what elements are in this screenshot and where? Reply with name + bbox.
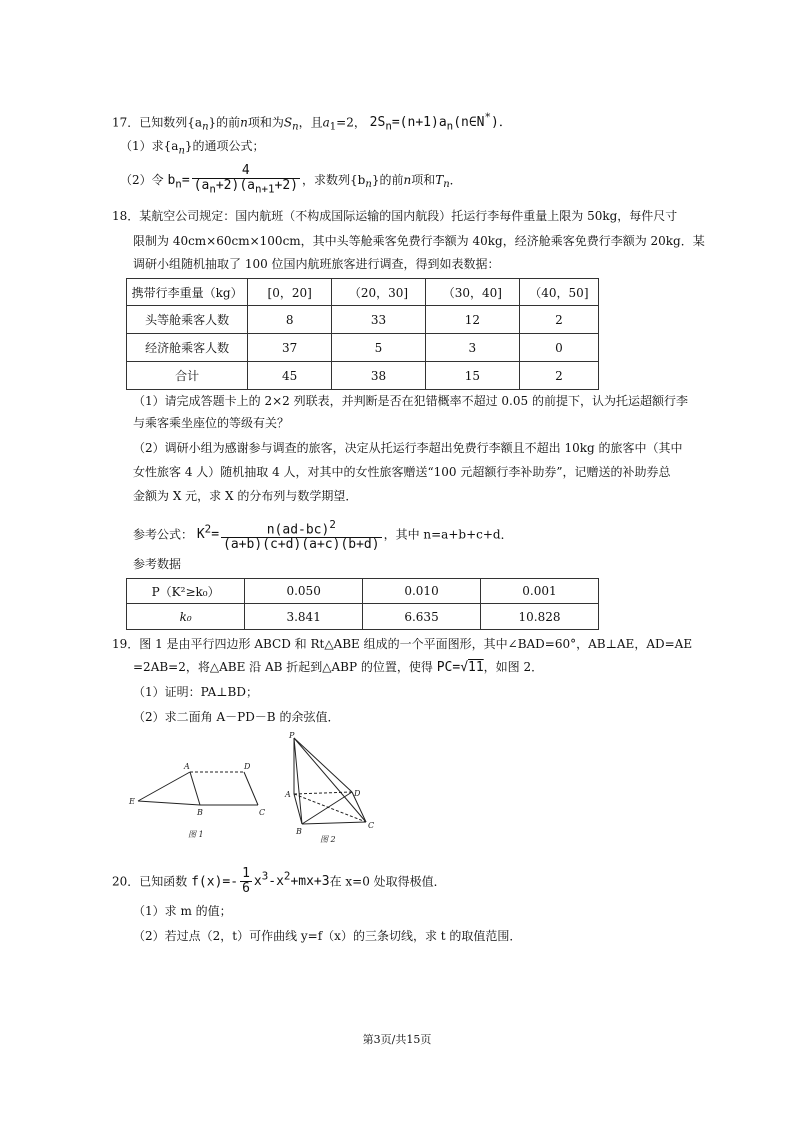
q20-fraction: $\frac{1}{6}$ bbox=[242, 866, 250, 897]
chi-square-fraction: $\frac{n(ad-bc)^2}{(a+b)(c+d)(a+c)(b+d)}$ bbox=[223, 517, 380, 552]
q18-part1a: （1）请完成答题卡上的 2×2 列联表，并判断是否在犯错概率不超过 0.05 的前提下，认为托运超额行李 bbox=[133, 394, 688, 408]
q17-part1: （1）求$\{a_n\}$的通项公式； bbox=[120, 139, 265, 157]
table-cell: 6.635 bbox=[363, 604, 481, 630]
label-C: C bbox=[259, 808, 266, 817]
segment-DC bbox=[244, 772, 258, 805]
q17-stem: 17．已知数列$\{a_n\}$的前n项和为$S_n$，且$a_1=2$， $2S_n=(n+1)a_n(n\in N^*)$． bbox=[112, 111, 512, 133]
q19-part1: （1）证明：PA⊥BD； bbox=[133, 685, 258, 699]
table-cell: 头等舱乘客人数 bbox=[127, 306, 248, 334]
table-row bbox=[127, 306, 599, 334]
table-cell: 5 bbox=[332, 334, 426, 362]
table-cell: （30，40] bbox=[425, 279, 519, 306]
figure-2 bbox=[282, 730, 382, 848]
q19-line1: 19．图 1 是由平行四边形 ABCD 和 Rt△ABE 组成的一个平面图形，其中∠BAD=60°，AB⊥AE，AD=AE bbox=[112, 637, 693, 651]
table-row bbox=[127, 579, 599, 604]
label-P: P bbox=[289, 731, 295, 740]
figure-2-caption: 图 2 bbox=[320, 835, 336, 844]
q18-line1: 18．某航空公司规定：国内航班（不构成国际运输的国内航段）托运行李每件重量上限为 50kg，每件尺寸 bbox=[112, 209, 678, 223]
table-header-row bbox=[127, 279, 599, 306]
table-cell: 2 bbox=[519, 306, 598, 334]
table-cell: 3 bbox=[425, 334, 519, 362]
table-cell: 经济舱乘客人数 bbox=[127, 334, 248, 362]
table-cell: 合计 bbox=[127, 362, 248, 390]
table-cell: 0.050 bbox=[245, 579, 363, 604]
segment-PC bbox=[294, 738, 366, 822]
table-cell: 12 bbox=[425, 306, 519, 334]
label-E: E bbox=[129, 797, 135, 806]
q18-reference-formula: 参考公式： $K^2=$ $\frac{n(ad-bc)^2}{(a+b)(c+d)(a+c)(b+d)}$ ，其中 n=a+b+c+d． bbox=[133, 517, 513, 552]
label-A: A bbox=[184, 762, 190, 771]
q18-part2a: （2）调研小组为感谢参与调查的旅客，决定从托运行李超出免费行李额且不超出 10kg 的旅客中（其中 bbox=[133, 441, 683, 455]
q18-line2: 限制为 40cm×60cm×100cm，其中头等舱乘客免费行李额为 40kg，经济舱乘客免费行李额为 20kg．某 bbox=[133, 234, 705, 248]
table-cell: 33 bbox=[332, 306, 426, 334]
table-cell: 0.001 bbox=[480, 579, 598, 604]
table-cell: （20，30] bbox=[332, 279, 426, 306]
label-D: D bbox=[354, 789, 361, 798]
segment-BC bbox=[302, 822, 366, 824]
q17-part2: （2）令 $b_n=$ $\frac{4}{(a_n+2)(a_{n+1}+2)}$ ，求数列$\{b_n\}$的前n项和$T_n$． bbox=[120, 163, 462, 196]
segment-EA bbox=[138, 772, 190, 801]
q18-part2b: 女性旅客 4 人）随机抽取 4 人，对其中的女性旅客赠送“100 元超额行李补助券”，记赠送的补助券总 bbox=[133, 465, 671, 479]
q17-formula: $2S_n=(n+1)a_n(n\in N^*)$． bbox=[369, 111, 512, 133]
table-cell: 45 bbox=[248, 362, 332, 390]
table-cell: P（K²≥k₀） bbox=[127, 579, 245, 604]
q20-stem: 20．已知函数 f(x)=- $\frac{1}{6}$ $x^3-x^2+mx+3$在 x=0 处取得极值． bbox=[112, 866, 446, 897]
page-number: 第3页/共15页 bbox=[362, 1033, 432, 1046]
segment-PB bbox=[294, 738, 302, 824]
q18-part1b: 与乘客乘坐座位的等级有关？ bbox=[133, 416, 290, 430]
q17-fraction: $\frac{4}{(a_n+2)(a_{n+1}+2)}$ bbox=[193, 163, 299, 196]
table-row bbox=[127, 334, 599, 362]
q19-line2: =2AB=2，将△ABE 沿 AB 折起到△ABP 的位置，使得 PC=√11，如图 2． bbox=[133, 660, 544, 675]
segment-AB bbox=[190, 772, 200, 805]
table-cell: 37 bbox=[248, 334, 332, 362]
table-cell: 38 bbox=[332, 362, 426, 390]
label-B: B bbox=[197, 808, 203, 817]
q20-part2: （2）若过点（2，t）可作曲线 y=f（x）的三条切线，求 t 的取值范围． bbox=[133, 929, 522, 943]
table-cell: 0 bbox=[519, 334, 598, 362]
q18-part2c: 金额为 X 元，求 X 的分布列与数学期望． bbox=[133, 489, 358, 503]
label-C: C bbox=[368, 821, 375, 830]
table-cell: 携带行李重量（kg） bbox=[127, 279, 248, 306]
label-B: B bbox=[296, 827, 302, 836]
table-cell: （40，50] bbox=[519, 279, 598, 306]
label-D: D bbox=[244, 762, 251, 771]
q19-part2: （2）求二面角 A－PD－B 的余弦值． bbox=[133, 710, 340, 724]
table-cell: [0，20] bbox=[248, 279, 332, 306]
table-cell: 8 bbox=[248, 306, 332, 334]
table-row bbox=[127, 604, 599, 630]
q18-line3: 调研小组随机抽取了 100 位国内航班旅客进行调查，得到如表数据： bbox=[133, 257, 500, 271]
figure-1 bbox=[126, 755, 276, 845]
label-A: A bbox=[285, 790, 291, 799]
luggage-table bbox=[126, 278, 599, 390]
figure-1-caption: 图 1 bbox=[188, 830, 204, 839]
segment-PD bbox=[294, 738, 352, 792]
segment-BD bbox=[302, 792, 352, 824]
segment-EB bbox=[138, 801, 200, 805]
table-cell: 15 bbox=[425, 362, 519, 390]
table-cell: 10.828 bbox=[480, 604, 598, 630]
table-cell: k₀ bbox=[127, 604, 245, 630]
table-cell: 3.841 bbox=[245, 604, 363, 630]
table-cell: 0.010 bbox=[363, 579, 481, 604]
table-cell: 2 bbox=[519, 362, 598, 390]
critical-value-table bbox=[126, 578, 599, 630]
q20-part1: （1）求 m 的值； bbox=[133, 904, 232, 918]
segment-AD bbox=[294, 792, 352, 794]
table-row bbox=[127, 362, 599, 390]
reference-data-label: 参考数据 bbox=[133, 557, 182, 571]
